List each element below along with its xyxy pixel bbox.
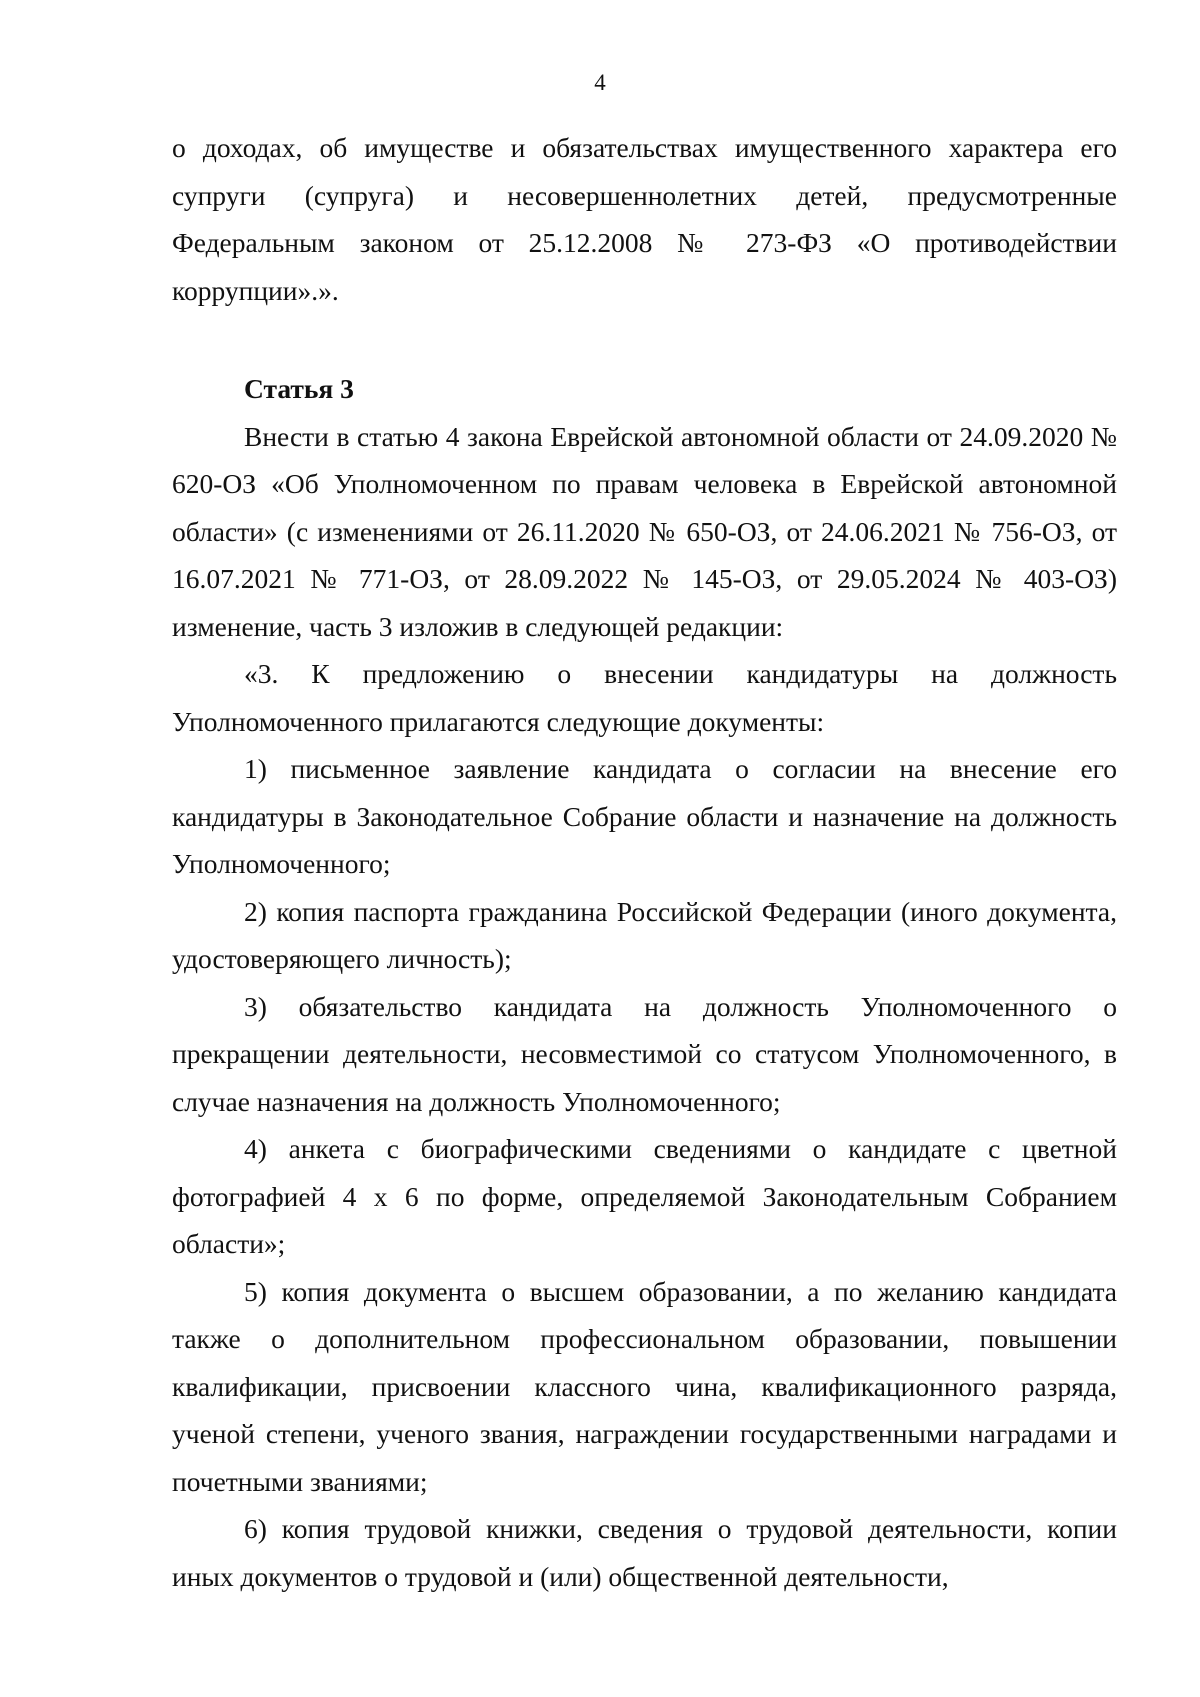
page-number: 4: [594, 70, 606, 95]
document-body: [172, 124, 1117, 1600]
paragraph-continuation: о доходах, об имуществе и обязательствах имущественного характера его супруги (супруга) и несовершеннолетних детей, предусмотренные Федеральным законом от 25.12.2008 № 273-ФЗ «О противодействии коррупции».».: [172, 132, 1117, 306]
paragraph-amendment: Внести в статью 4 закона Еврейской автономной области от 24.09.2020 № 620-ОЗ «Об Уполномоченном по правам человека в Еврейской автономной области» (с изменениями от 26.11.2020 № 650-ОЗ, от 24.06.2021 № 756-ОЗ, от 16.07.2021 № 771-ОЗ, от 28.09.2022 № 145-ОЗ, от 29.05.2024 № 403-ОЗ) изменение, часть 3 изложив в следующей редакции:: [172, 420, 1117, 642]
list-item-2: 2) копия паспорта гражданина Российской Федерации (иного документа, удостоверяющего личность);: [172, 895, 1117, 974]
list-item-3: 3) обязательство кандидата на должность Уполномоченного о прекращении деятельности, несовместимой со статусом Уполномоченного, в случае назначения на должность Уполномоченного;: [172, 990, 1117, 1117]
paragraph-part-3: «3. К предложению о внесении кандидатуры на должность Уполномоченного прилагаются следующие документы:: [172, 658, 1117, 737]
list-item-4: 4) анкета с биографическими сведениями о кандидате с цветной фотографией 4 х 6 по форме, определяемой Законодательным Собранием области»;: [172, 1133, 1117, 1259]
list-item-5: 5) копия документа о высшем образовании, а по желанию кандидата также о дополнительном профессиональном образовании, повышении квалификации, присвоении классного чина, квалификационного разряда, ученой степени, ученого звания, награждении государственными наградами и почетными званиями;: [172, 1275, 1117, 1497]
list-item-6: 6) копия трудовой книжки, сведения о трудовой деятельности, копии иных документов о трудовой и (или) общественной деятельности,: [172, 1513, 1117, 1592]
article-title: Статья 3: [244, 373, 354, 404]
list-item-1: 1) письменное заявление кандидата о согласии на внесение его кандидатуры в Законодательное Собрание области и назначение на должность Уполномоченного;: [172, 753, 1117, 879]
